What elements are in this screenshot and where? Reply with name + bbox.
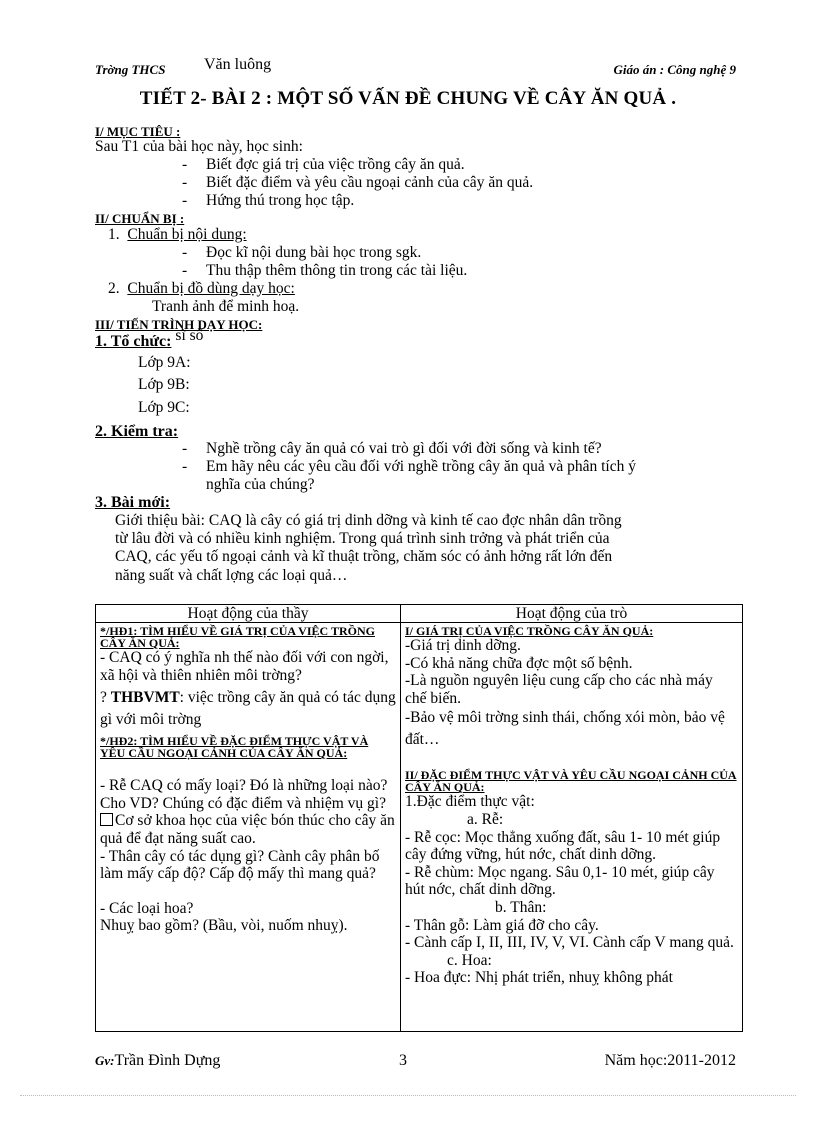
pistil-question: Nhuỵ bao gồm? (Bầu, vòi, nuốm nhuỵ). [100,917,348,935]
prep-item: - Thu thập thêm thông tin trong các tài liệu. [182,262,468,279]
check-item: - Em hãy nêu các yêu cầu đối với nghề trồng cây ăn quả và phân tích ý [182,458,636,475]
intro-line: Giới thiệu bài: CAQ là cây có giá trị dinh dỡng và kinh tế cao đợc nhân dân trồng [115,512,622,529]
stem-question: - Thân cây có tác dụng gì? Cành cây phân bố làm mấy cấp độ? Cấp độ mấy thì mang quả? [100,847,380,883]
student-column [401,623,743,1032]
checkbox-icon [100,813,113,826]
col-header-student: Hoạt động của trò [401,605,743,623]
s1-item: -Có khả năng chữa đợc một số bệnh. [405,654,633,672]
objective-item: - Biết đặc điểm và yêu cầu ngoại cảnh của cây ăn quả. [182,174,534,191]
s1-item: -Là nguồn nguyên liệu cung cấp cho các nhà máy chế biến. [405,672,713,707]
s2-heading: II/ ĐẶC ĐIỂM THỰC VẬT VÀ YÊU CẦU NGOẠI CẢNH CỦA CÂY ĂN QUẢ: [405,768,737,795]
teacher-column [96,623,401,1032]
footer-divider [20,1095,796,1096]
page-title: TIẾT 2- BÀI 2 : MỘT SỐ VẤN ĐỀ CHUNG VỀ CÂY ĂN QUẢ . [139,88,677,109]
roots-question: - Rễ CAQ có mấy loại? Đó là những loại nào? Cho VD? Chúng có đặc điểm và nhiệm vụ gì? [100,777,388,812]
section-process-heading: III/ TIẾN TRÌNH DẠY HỌC: [95,317,263,332]
stem-label: b. Thân: [495,898,547,916]
s1-item: -Giá trị dinh dỡng. [405,637,521,654]
science-question: Cơ sở khoa học của việc bón thúc cho cây ăn quả để đạt năng suất cao. [100,812,395,847]
flower-label: c. Hoa: [447,951,492,969]
objective-item: - Biết đợc giá trị của việc trồng cây ăn quả. [182,156,465,173]
col-header-teacher: Hoạt động của thầy [96,605,401,623]
hd1-heading: */HĐ1: TÌM HIỂU VỀ GIÁ TRỊ CỦA VIỆC TRỒNG CÂY ĂN QUẢ: [100,624,375,650]
s2-sub: 1.Đặc điểm thực vật: [405,793,535,811]
root-1: - Rễ cọc: Mọc thẳng xuống đất, sâu 1- 10 mét giúp cây đứng vững, hút nớc, chất dinh dỡng. [405,828,721,864]
school-prefix: Trờng THCS [95,62,166,77]
section-objectives-heading: I/ MỤC TIÊU : [95,124,181,139]
s1-heading: I/ GIÁ TRỊ CỦA VIỆC TRỒNG CÂY ĂN QUẢ: [405,624,654,638]
prep-sub1: 1. Chuẩn bị nội dung: [108,226,247,243]
flower-question: - Các loại hoa? [100,899,194,917]
objective-item: - Hứng thú trong học tập. [182,192,355,209]
intro-line: năng suất và chất lợng các loại quả… [115,567,348,584]
intro-line: CAQ, các yếu tố ngoại cảnh và kĩ thuật trồng, chăm sóc có ảnh hởng rất lớn đến [115,548,613,565]
stem-2: - Cành cấp I, II, III, IV, V, VI. Cành cấp V mang quả. [405,934,734,952]
activities-table [95,604,743,1032]
new-lesson-heading: 3. Bài mới: [95,494,171,511]
check-heading: 2. Kiểm tra: [95,423,179,440]
hd2-heading: */HĐ2: TÌM HIỂU VỀ ĐẶC ĐIỂM THỰC VẬT VÀ YÊU CẦU NGOẠI CẢNH CỦA CÂY ĂN QUẢ: [100,734,369,761]
thbvmt-question: ? THBVMT: việc trồng cây ăn quả có tác dụng gì với môi trờng [100,689,396,729]
prep-materials: Tranh ảnh để minh hoạ. [152,298,300,315]
root-label: a. Rễ: [467,810,504,828]
prep-sub2: 2. Chuẩn bị đồ dùng dạy học: [108,280,295,297]
check-item: - Nghề trồng cây ăn quả có vai trò gì đối với đời sống và kinh tế? [182,440,602,457]
prep-item: - Đọc kĩ nội dung bài học trong sgk. [182,244,422,261]
page-number: 3 [399,1052,407,1069]
intro-line: từ lâu đời và có nhiều kinh nghiệm. Trong quá trình sinh trởng và phát triển của [115,530,610,547]
subject-label: Giáo án : Công nghệ 9 [613,62,736,77]
root-2: - Rễ chùm: Mọc ngang. Sâu 0,1- 10 mét, giúp cây hút nớc, chất dinh dỡng. [405,863,715,899]
footer-teacher: Gv:Trần Đình Dựng [95,1052,221,1069]
flower-1: - Hoa đực: Nhị phát triển, nhuỵ không phát [405,969,673,987]
check-item-cont: nghĩa của chúng? [206,476,315,493]
hd1-question: - CAQ có ý nghĩa nh thế nào đối với con ngời, xã hội và thiên nhiên môi trờng? [100,649,389,684]
section-preparation-heading: II/ CHUẨN BỊ : [95,211,185,226]
school-year: Năm học:2011-2012 [604,1052,736,1069]
s1-item: -Bảo vệ môi trờng sinh thái, chống xói mòn, bảo vệ đất… [405,709,725,749]
organization-row: 1. Tổ chức: sĩ số [95,327,204,350]
school-name: Văn luông [204,56,272,73]
class-9b: Lớp 9B: [138,376,190,393]
class-9a: Lớp 9A: [138,354,191,371]
objectives-intro: Sau T1 của bài học này, học sinh: [95,138,303,155]
class-9c: Lớp 9C: [138,399,190,416]
stem-1: - Thân gỗ: Làm giá đỡ cho cây. [405,916,599,934]
